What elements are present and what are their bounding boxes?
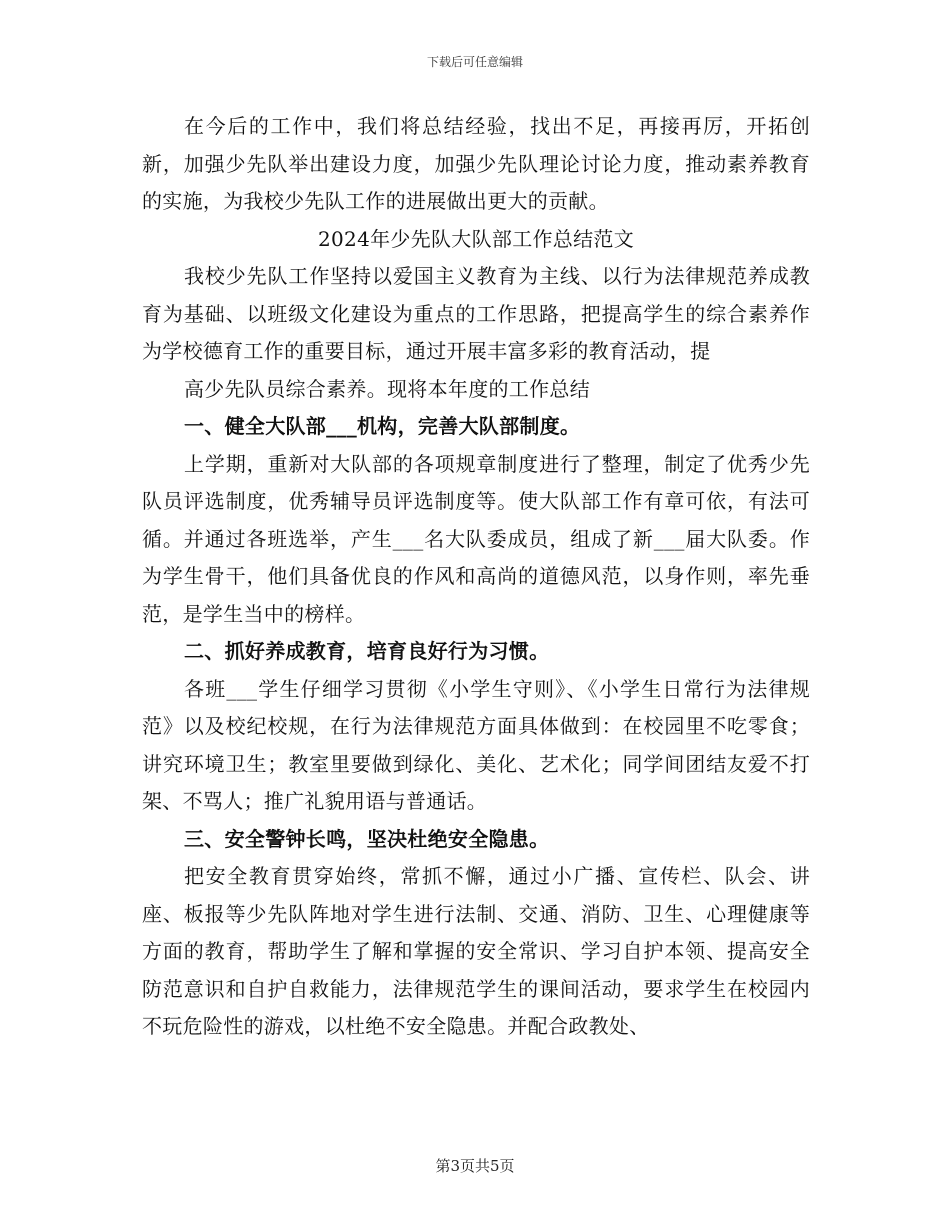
document-title: 2024年少先队大队部工作总结范文: [318, 226, 634, 251]
paragraph-section-1: 上学期，重新对大队部的各项规章制度进行了整理，制定了优秀少先队员评选制度，优秀辅导员评选制度等。使大队部工作有章可依，有法可循。并通过各班选举，产生___名大队委成员，组成了新___届大队委。作为学生骨干，他们具备优良的作风和高尚的道德风范，以身作则，率先垂范，是学生当中的榜样。: [142, 451, 810, 626]
paragraph-section-2: 各班___学生仔细学习贯彻《小学生守则》、《小学生日常行为法律规范》以及校纪校规，在行为法律规范方面具体做到：在校园里不吃零食；讲究环境卫生；教室里要做到绿化、美化、艺术化；同学间团结友爱不打架、不骂人；推广礼貌用语与普通话。: [142, 676, 810, 813]
paragraph-intro: 我校少先队工作坚持以爱国主义教育为主线、以行为法律规范养成教育为基础、以班级文化建设为重点的工作思路，把提高学生的综合素养作为学校德育工作的重要目标，通过开展丰富多彩的教育活动，提: [142, 264, 810, 363]
paragraph-section-3: 把安全教育贯穿始终，常抓不懈，通过小广播、宣传栏、队会、讲座、板报等少先队阵地对学生进行法制、交通、消防、卫生、心理健康等方面的教育，帮助学生了解和掌握的安全常识、学习自护本领、提高安全防范意识和自护自救能力，法律规范学生的课间活动，要求学生在校园内不玩危险性的游戏，以杜绝不安全隐患。并配合政教处、: [142, 864, 810, 1038]
section-heading-1: 一、健全大队部___机构，完善大队部制度。: [184, 414, 581, 438]
page-number: 第3页共5页: [435, 1157, 515, 1175]
paragraph-intro-continued: 高少先队员综合素养。现将本年度的工作总结: [184, 376, 590, 401]
page-header: 下载后可任意编辑: [426, 55, 523, 69]
paragraph-closing: 在今后的工作中，我们将总结经验，找出不足，再接再厉，开拓创新，加强少先队举出建设力度，加强少先队理论讨论力度，推动素养教育的实施，为我校少先队工作的进展做出更大的贡献。: [142, 114, 810, 213]
section-heading-3: 三、安全警钟长鸣，坚决杜绝安全隐患。: [184, 826, 550, 851]
document-body: [142, 108, 810, 1046]
section-heading-2: 二、抓好养成教育，培育良好行为习惯。: [184, 639, 550, 663]
